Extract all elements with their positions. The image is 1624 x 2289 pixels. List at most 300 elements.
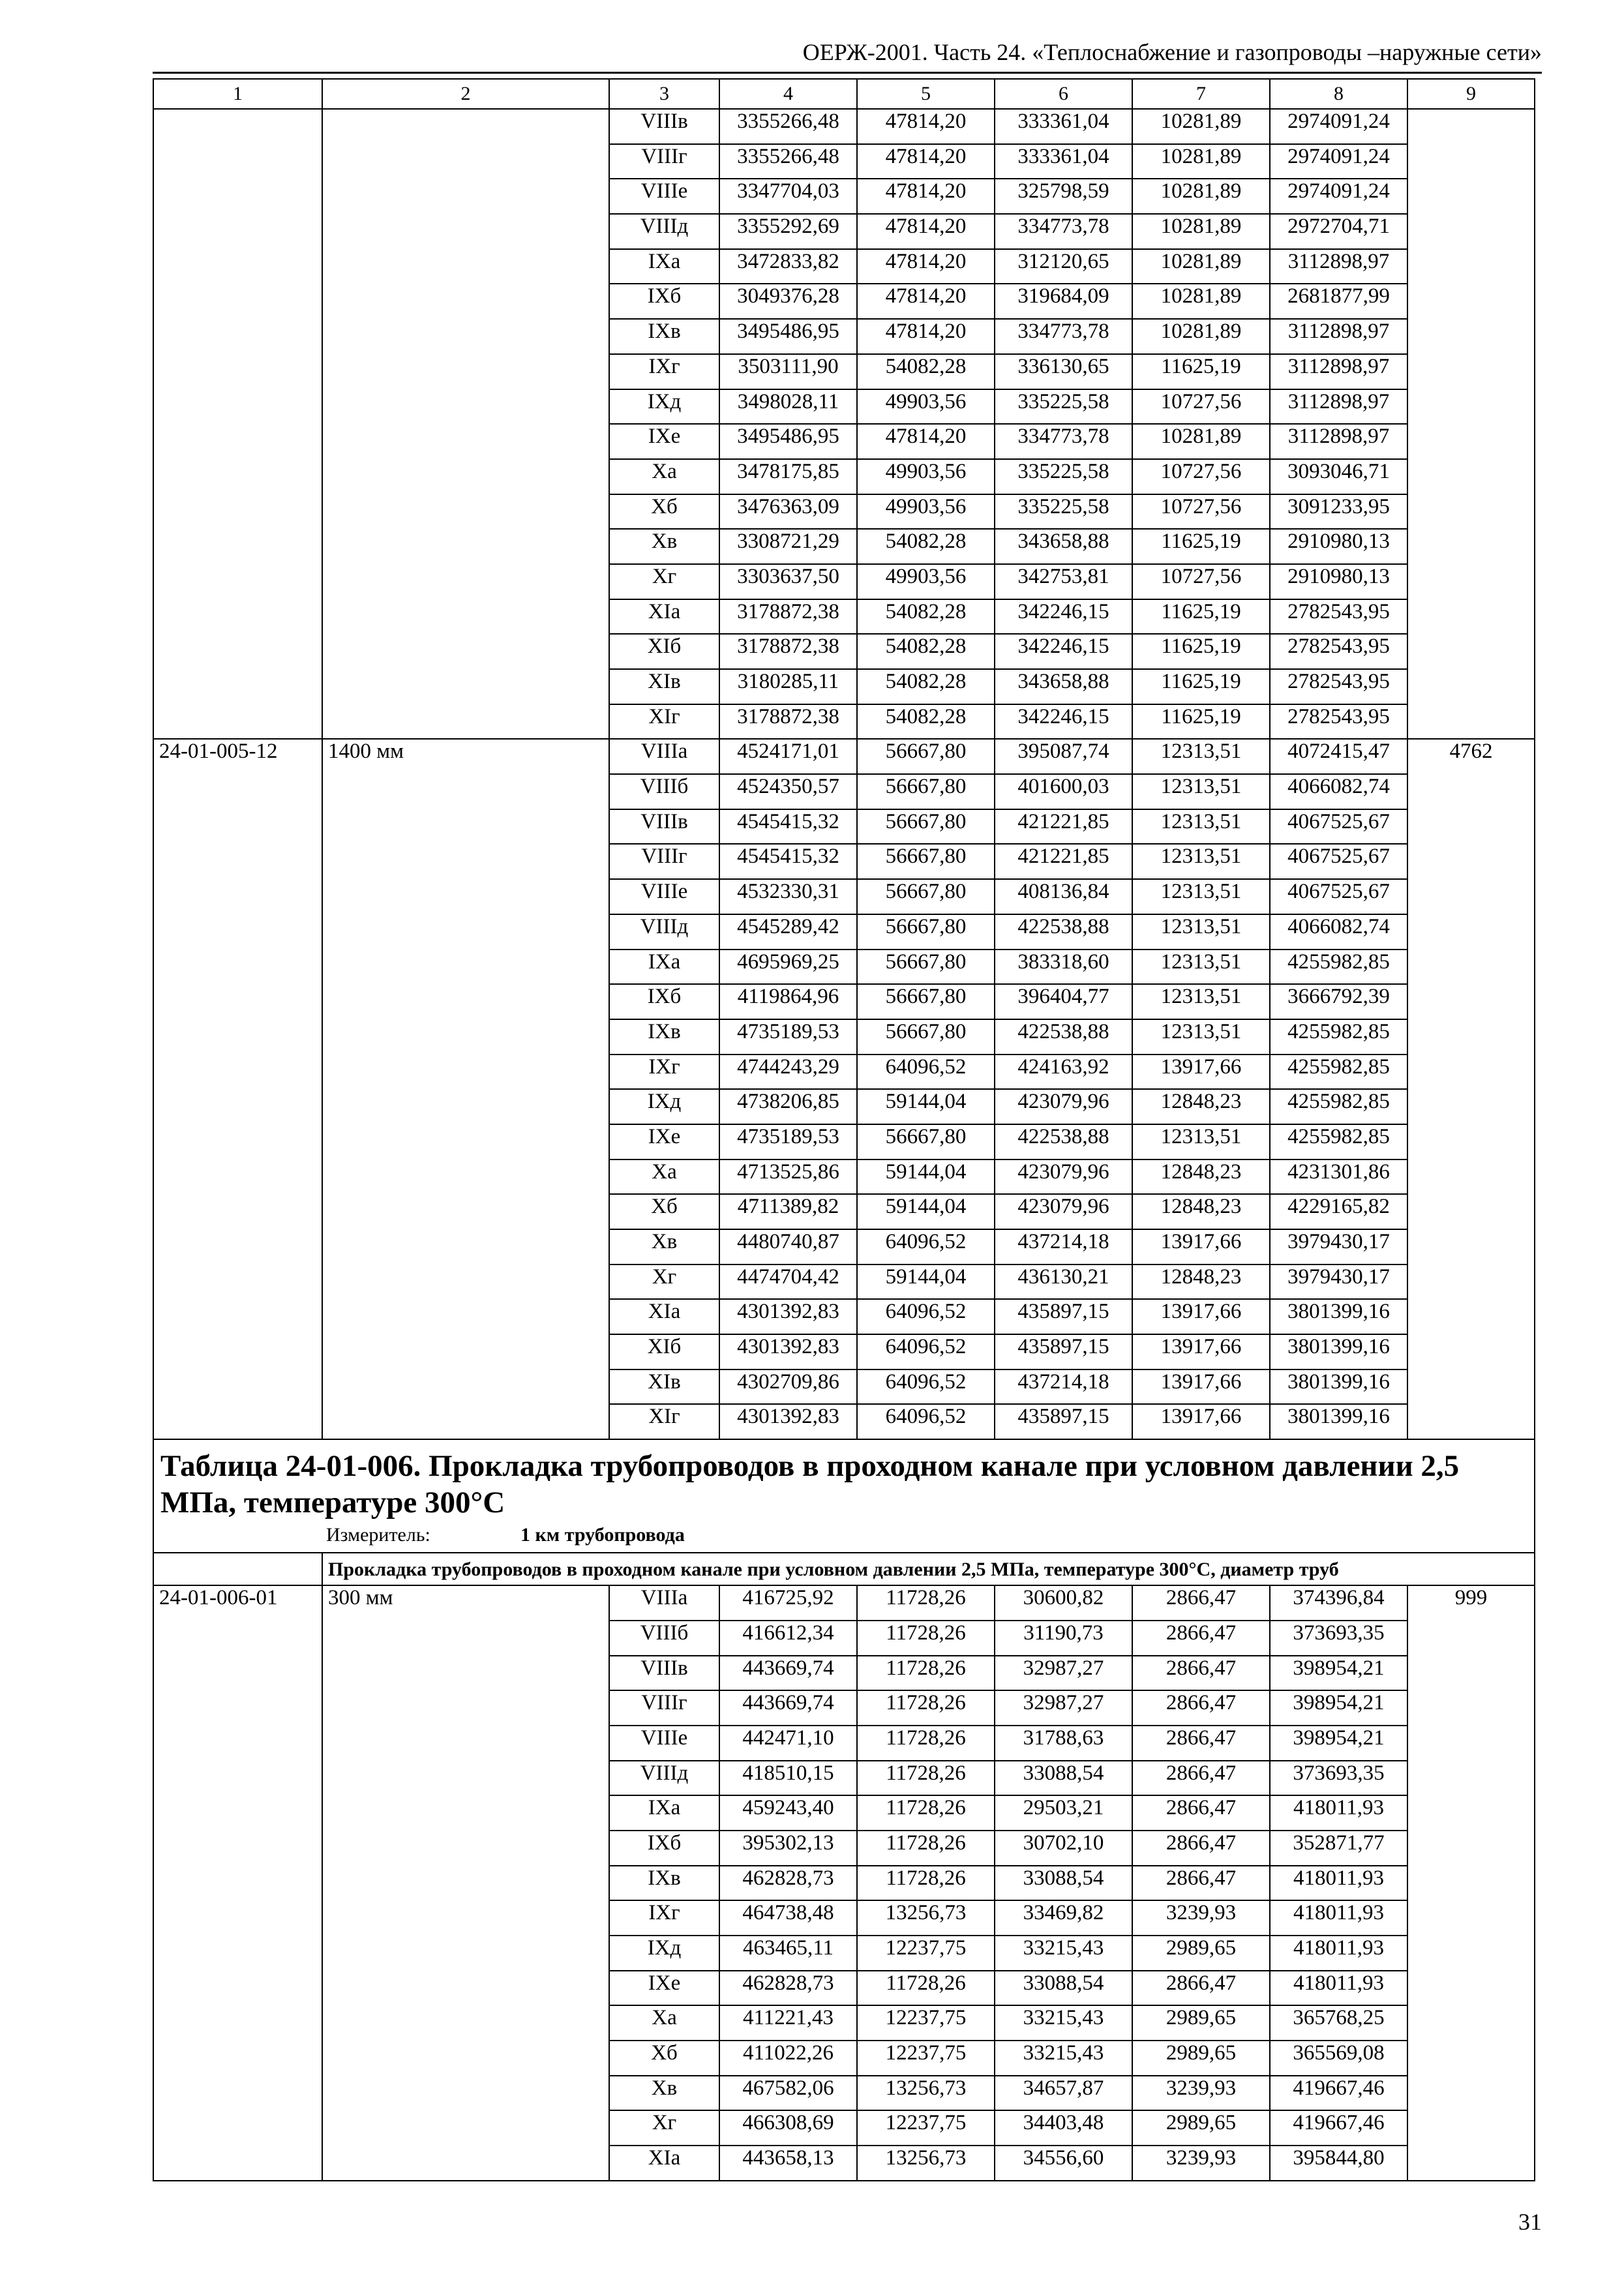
column-number-row <box>153 79 1535 109</box>
empty-cell <box>153 1726 322 1761</box>
materials-cost-cell: 373693,35 <box>1270 1621 1407 1656</box>
empty-cell <box>153 1089 322 1124</box>
empty-cell <box>1407 109 1535 144</box>
machine-cost-cell: 435897,15 <box>995 1404 1132 1439</box>
empty-cell <box>153 914 322 950</box>
zone-cell: VIIIе <box>609 179 719 214</box>
machinist-wage-cell: 12313,51 <box>1132 774 1270 809</box>
total-cost-cell: 443669,74 <box>719 1656 857 1691</box>
empty-cell <box>153 354 322 389</box>
machinist-wage-cell: 10281,89 <box>1132 179 1270 214</box>
rates-table-body <box>153 79 1535 2181</box>
materials-cost-cell: 398954,21 <box>1270 1690 1407 1726</box>
machinist-wage-cell: 10281,89 <box>1132 214 1270 249</box>
zone-cell: Xв <box>609 529 719 564</box>
total-cost-cell: 3180285,11 <box>719 669 857 704</box>
machine-cost-cell: 423079,96 <box>995 1159 1132 1195</box>
empty-cell <box>153 1299 322 1334</box>
empty-cell <box>153 599 322 635</box>
zone-cell: XIб <box>609 1334 719 1369</box>
labor-cost-cell: 59144,04 <box>857 1194 995 1229</box>
labor-cost-cell: 11728,26 <box>857 1761 995 1796</box>
zone-cell: IXв <box>609 1019 719 1055</box>
materials-cost-cell: 3112898,97 <box>1270 424 1407 459</box>
zone-cell: VIIIв <box>609 809 719 845</box>
total-cost-cell: 443658,13 <box>719 2146 857 2181</box>
zone-cell: Xб <box>609 1194 719 1229</box>
total-cost-cell: 3495486,95 <box>719 424 857 459</box>
empty-cell <box>1407 984 1535 1019</box>
machinist-wage-cell: 13917,66 <box>1132 1369 1270 1405</box>
zone-cell: XIа <box>609 599 719 635</box>
zone-cell: Xг <box>609 1264 719 1300</box>
total-cost-cell: 3495486,95 <box>719 319 857 354</box>
empty-cell <box>153 2041 322 2076</box>
table-row <box>153 284 1535 319</box>
machine-cost-cell: 34556,60 <box>995 2146 1132 2181</box>
empty-cell <box>153 1055 322 1090</box>
empty-cell <box>153 1621 322 1656</box>
total-cost-cell: 443669,74 <box>719 1690 857 1726</box>
empty-cell <box>322 1726 609 1761</box>
machine-cost-cell: 435897,15 <box>995 1299 1132 1334</box>
empty-cell <box>153 1124 322 1159</box>
empty-cell <box>1407 2110 1535 2146</box>
table-row <box>153 1585 1535 1621</box>
column-number: 2 <box>322 79 609 109</box>
labor-cost-cell: 56667,80 <box>857 914 995 950</box>
machinist-wage-cell: 2866,47 <box>1132 1690 1270 1726</box>
labor-cost-cell: 54082,28 <box>857 354 995 389</box>
table-row <box>153 1299 1535 1334</box>
table-row <box>153 1089 1535 1124</box>
empty-cell <box>322 1369 609 1405</box>
machinist-wage-cell: 13917,66 <box>1132 1334 1270 1369</box>
machinist-wage-cell: 2866,47 <box>1132 1761 1270 1796</box>
machine-cost-cell: 334773,78 <box>995 319 1132 354</box>
machine-cost-cell: 33215,43 <box>995 2041 1132 2076</box>
machine-cost-cell: 334773,78 <box>995 424 1132 459</box>
machine-cost-cell: 33088,54 <box>995 1971 1132 2006</box>
total-cost-cell: 395302,13 <box>719 1831 857 1866</box>
machinist-wage-cell: 10281,89 <box>1132 249 1270 284</box>
empty-cell <box>322 1761 609 1796</box>
machine-cost-cell: 437214,18 <box>995 1229 1132 1264</box>
labor-cost-cell: 49903,56 <box>857 459 995 494</box>
empty-cell <box>153 774 322 809</box>
empty-cell <box>153 389 322 425</box>
labor-cost-cell: 64096,52 <box>857 1404 995 1439</box>
table-row <box>153 109 1535 144</box>
materials-cost-cell: 4066082,74 <box>1270 774 1407 809</box>
empty-cell <box>1407 494 1535 530</box>
machine-cost-cell: 336130,65 <box>995 354 1132 389</box>
empty-cell <box>1407 1656 1535 1691</box>
machine-cost-cell: 29503,21 <box>995 1795 1132 1831</box>
materials-cost-cell: 4255982,85 <box>1270 1019 1407 1055</box>
empty-cell <box>322 2076 609 2111</box>
empty-cell <box>322 1264 609 1300</box>
table-row <box>153 1831 1535 1866</box>
empty-cell <box>1407 774 1535 809</box>
empty-cell <box>153 529 322 564</box>
total-cost-cell: 3355292,69 <box>719 214 857 249</box>
empty-cell <box>322 1795 609 1831</box>
table-row <box>153 1159 1535 1195</box>
table-row <box>153 1334 1535 1369</box>
table-title: Таблица 24-01-006. Прокладка трубопроводов в проходном канале при условном давлении 2,5 МПа, температуре 300°С <box>160 1449 1460 1520</box>
total-cost-cell: 463465,11 <box>719 1936 857 1971</box>
empty-cell <box>1407 1726 1535 1761</box>
materials-cost-cell: 3112898,97 <box>1270 354 1407 389</box>
labor-cost-cell: 56667,80 <box>857 984 995 1019</box>
table-row <box>153 1194 1535 1229</box>
total-cost-cell: 416612,34 <box>719 1621 857 1656</box>
total-cost-cell: 4532330,31 <box>719 879 857 914</box>
materials-cost-cell: 418011,93 <box>1270 1795 1407 1831</box>
machine-cost-cell: 33215,43 <box>995 2005 1132 2041</box>
table-row <box>153 389 1535 425</box>
materials-cost-cell: 352871,77 <box>1270 1831 1407 1866</box>
total-cost-cell: 3308721,29 <box>719 529 857 564</box>
labor-cost-cell: 13256,73 <box>857 2076 995 2111</box>
rate-name: 300 мм <box>322 1585 609 1621</box>
total-cost-cell: 466308,69 <box>719 2110 857 2146</box>
machine-cost-cell: 31190,73 <box>995 1621 1132 1656</box>
page-number: 31 <box>1518 2209 1542 2235</box>
empty-cell <box>322 1089 609 1124</box>
empty-cell <box>322 1159 609 1195</box>
table-row <box>153 2146 1535 2181</box>
empty-cell <box>153 1971 322 2006</box>
table-row <box>153 1124 1535 1159</box>
table-row <box>153 144 1535 179</box>
machinist-wage-cell: 13917,66 <box>1132 1404 1270 1439</box>
machinist-wage-cell: 13917,66 <box>1132 1229 1270 1264</box>
total-cost-cell: 462828,73 <box>719 1866 857 1901</box>
empty-cell <box>322 634 609 669</box>
empty-cell <box>322 459 609 494</box>
materials-cost-cell: 2974091,24 <box>1270 179 1407 214</box>
labor-cost-cell: 47814,20 <box>857 319 995 354</box>
empty-cell <box>322 179 609 214</box>
machine-cost-cell: 335225,58 <box>995 459 1132 494</box>
section-title: Прокладка трубопроводов в проходном канале при условном давлении 2,5 МПа, температуре 300°С, диаметр труб <box>322 1553 1535 1585</box>
zone-cell: XIг <box>609 704 719 740</box>
empty-cell <box>153 2146 322 2181</box>
column-number: 3 <box>609 79 719 109</box>
total-cost-cell: 459243,40 <box>719 1795 857 1831</box>
machine-cost-cell: 396404,77 <box>995 984 1132 1019</box>
empty-cell <box>322 1971 609 2006</box>
empty-cell <box>322 1690 609 1726</box>
materials-cost-cell: 4067525,67 <box>1270 844 1407 879</box>
table-row <box>153 879 1535 914</box>
empty-cell <box>1407 1264 1535 1300</box>
machine-cost-cell: 408136,84 <box>995 879 1132 914</box>
empty-cell <box>153 1866 322 1901</box>
empty-cell <box>322 109 609 144</box>
materials-cost-cell: 3112898,97 <box>1270 319 1407 354</box>
zone-cell: Xв <box>609 1229 719 1264</box>
labor-cost-cell: 59144,04 <box>857 1264 995 1300</box>
empty-cell <box>1407 214 1535 249</box>
machine-cost-cell: 33088,54 <box>995 1866 1132 1901</box>
materials-cost-cell: 3112898,97 <box>1270 249 1407 284</box>
table-row <box>153 1936 1535 1971</box>
empty-cell <box>153 1761 322 1796</box>
total-cost-cell: 3476363,09 <box>719 494 857 530</box>
materials-cost-cell: 4066082,74 <box>1270 914 1407 950</box>
table-row <box>153 1621 1535 1656</box>
empty-cell <box>322 950 609 985</box>
table-row <box>153 950 1535 985</box>
machine-cost-cell: 401600,03 <box>995 774 1132 809</box>
rates-table <box>153 78 1535 2181</box>
total-cost-cell: 3498028,11 <box>719 389 857 425</box>
total-cost-cell: 462828,73 <box>719 1971 857 2006</box>
machine-cost-cell: 30600,82 <box>995 1585 1132 1621</box>
empty-cell <box>1407 1369 1535 1405</box>
total-cost-cell: 4474704,42 <box>719 1264 857 1300</box>
empty-cell <box>322 1334 609 1369</box>
total-cost-cell: 4545415,32 <box>719 844 857 879</box>
labor-cost-cell: 59144,04 <box>857 1159 995 1195</box>
total-cost-cell: 4119864,96 <box>719 984 857 1019</box>
empty-cell <box>1407 284 1535 319</box>
labor-cost-cell: 56667,80 <box>857 950 995 985</box>
labor-cost-cell: 56667,80 <box>857 809 995 845</box>
materials-cost-cell: 4072415,47 <box>1270 739 1407 774</box>
zone-cell: VIIIд <box>609 1761 719 1796</box>
zone-cell: IXд <box>609 1936 719 1971</box>
machine-cost-cell: 33215,43 <box>995 1936 1132 1971</box>
empty-cell <box>153 179 322 214</box>
machine-cost-cell: 333361,04 <box>995 144 1132 179</box>
machine-cost-cell: 423079,96 <box>995 1089 1132 1124</box>
machinist-wage-cell: 11625,19 <box>1132 599 1270 635</box>
empty-cell <box>322 669 609 704</box>
total-cost-cell: 4735189,53 <box>719 1124 857 1159</box>
labor-cost-cell: 56667,80 <box>857 1124 995 1159</box>
empty-cell <box>1407 1089 1535 1124</box>
empty-cell <box>1407 1194 1535 1229</box>
empty-cell <box>1407 879 1535 914</box>
empty-cell <box>1407 634 1535 669</box>
empty-cell <box>153 1900 322 1936</box>
labor-cost-cell: 12237,75 <box>857 2005 995 2041</box>
machinist-wage-cell: 12848,23 <box>1132 1194 1270 1229</box>
total-cost-cell: 3178872,38 <box>719 634 857 669</box>
table-row <box>153 319 1535 354</box>
zone-cell: VIIIв <box>609 1656 719 1691</box>
machinist-wage-cell: 10727,56 <box>1132 564 1270 599</box>
empty-cell <box>1407 1831 1535 1866</box>
labor-cost-cell: 56667,80 <box>857 879 995 914</box>
machinist-wage-cell: 13917,66 <box>1132 1055 1270 1090</box>
table-title-row <box>153 1439 1535 1553</box>
zone-cell: IXг <box>609 1900 719 1936</box>
materials-cost-cell: 4255982,85 <box>1270 1089 1407 1124</box>
table-row <box>153 249 1535 284</box>
zone-cell: VIIIб <box>609 774 719 809</box>
labor-cost-cell: 11728,26 <box>857 1831 995 1866</box>
empty-cell <box>322 564 609 599</box>
materials-cost-cell: 398954,21 <box>1270 1656 1407 1691</box>
empty-cell <box>1407 669 1535 704</box>
machine-cost-cell: 422538,88 <box>995 1124 1132 1159</box>
zone-cell: IXе <box>609 1971 719 2006</box>
zone-cell: IXе <box>609 1124 719 1159</box>
machinist-wage-cell: 2989,65 <box>1132 2041 1270 2076</box>
machinist-wage-cell: 12313,51 <box>1132 950 1270 985</box>
empty-cell <box>322 284 609 319</box>
empty-cell <box>153 1019 322 1055</box>
zone-cell: XIв <box>609 669 719 704</box>
total-cost-cell: 4524171,01 <box>719 739 857 774</box>
machinist-wage-cell: 10727,56 <box>1132 389 1270 425</box>
total-cost-cell: 3503111,90 <box>719 354 857 389</box>
empty-cell <box>153 879 322 914</box>
machinist-wage-cell: 11625,19 <box>1132 354 1270 389</box>
machinist-wage-cell: 10281,89 <box>1132 109 1270 144</box>
machine-cost-cell: 343658,88 <box>995 669 1132 704</box>
total-cost-cell: 3478175,85 <box>719 459 857 494</box>
empty-cell <box>322 1055 609 1090</box>
empty-cell <box>153 1656 322 1691</box>
empty-cell <box>1407 1971 1535 2006</box>
labor-cost-cell: 56667,80 <box>857 739 995 774</box>
empty-cell <box>1407 1229 1535 1264</box>
machine-cost-cell: 312120,65 <box>995 249 1132 284</box>
empty-cell <box>1407 1299 1535 1334</box>
price-cell: 999 <box>1407 1585 1535 1621</box>
machine-cost-cell: 342246,15 <box>995 634 1132 669</box>
empty-cell <box>322 914 609 950</box>
empty-cell <box>153 1369 322 1405</box>
materials-cost-cell: 418011,93 <box>1270 1936 1407 1971</box>
machine-cost-cell: 342246,15 <box>995 599 1132 635</box>
machine-cost-cell: 33469,82 <box>995 1900 1132 1936</box>
table-row <box>153 1900 1535 1936</box>
total-cost-cell: 416725,92 <box>719 1585 857 1621</box>
machinist-wage-cell: 10281,89 <box>1132 144 1270 179</box>
labor-cost-cell: 47814,20 <box>857 424 995 459</box>
empty-cell <box>322 1229 609 1264</box>
empty-cell <box>153 2005 322 2041</box>
table-row <box>153 634 1535 669</box>
machinist-wage-cell: 10727,56 <box>1132 494 1270 530</box>
empty-cell <box>1407 950 1535 985</box>
machinist-wage-cell: 12313,51 <box>1132 809 1270 845</box>
empty-cell <box>153 2076 322 2111</box>
materials-cost-cell: 3112898,97 <box>1270 389 1407 425</box>
empty-cell <box>322 389 609 425</box>
column-number: 7 <box>1132 79 1270 109</box>
total-cost-cell: 3347704,03 <box>719 179 857 214</box>
machinist-wage-cell: 3239,93 <box>1132 1900 1270 1936</box>
table-row <box>153 984 1535 1019</box>
labor-cost-cell: 11728,26 <box>857 1795 995 1831</box>
empty-cell <box>153 284 322 319</box>
empty-cell <box>322 2110 609 2146</box>
empty-cell <box>1407 1124 1535 1159</box>
machinist-wage-cell: 12313,51 <box>1132 844 1270 879</box>
machine-cost-cell: 335225,58 <box>995 389 1132 425</box>
zone-cell: Xа <box>609 2005 719 2041</box>
labor-cost-cell: 12237,75 <box>857 2041 995 2076</box>
materials-cost-cell: 4067525,67 <box>1270 879 1407 914</box>
machine-cost-cell: 435897,15 <box>995 1334 1132 1369</box>
empty-cell <box>1407 844 1535 879</box>
measure-line <box>160 1521 1527 1549</box>
labor-cost-cell: 64096,52 <box>857 1229 995 1264</box>
empty-cell <box>1407 2005 1535 2041</box>
machinist-wage-cell: 11625,19 <box>1132 634 1270 669</box>
column-number: 5 <box>857 79 995 109</box>
table-row <box>153 1726 1535 1761</box>
empty-cell <box>1407 704 1535 740</box>
zone-cell: Xг <box>609 564 719 599</box>
rate-name: 1400 мм <box>322 739 609 774</box>
machinist-wage-cell: 2866,47 <box>1132 1585 1270 1621</box>
table-row <box>153 354 1535 389</box>
labor-cost-cell: 11728,26 <box>857 1866 995 1901</box>
empty-cell <box>1407 529 1535 564</box>
total-cost-cell: 4545289,42 <box>719 914 857 950</box>
zone-cell: VIIIв <box>609 109 719 144</box>
machine-cost-cell: 334773,78 <box>995 214 1132 249</box>
materials-cost-cell: 4231301,86 <box>1270 1159 1407 1195</box>
page-header-title: ОЕРЖ-2001. Часть 24. «Теплоснабжение и газопроводы –наружные сети» <box>802 39 1542 65</box>
labor-cost-cell: 11728,26 <box>857 1621 995 1656</box>
materials-cost-cell: 2782543,95 <box>1270 599 1407 635</box>
machine-cost-cell: 319684,09 <box>995 284 1132 319</box>
section-row <box>153 1553 1535 1585</box>
zone-cell: VIIIе <box>609 879 719 914</box>
empty-cell <box>322 354 609 389</box>
labor-cost-cell: 56667,80 <box>857 844 995 879</box>
column-number: 4 <box>719 79 857 109</box>
labor-cost-cell: 54082,28 <box>857 669 995 704</box>
zone-cell: XIб <box>609 634 719 669</box>
measure-label: Измеритель: <box>326 1524 430 1546</box>
table-row <box>153 1019 1535 1055</box>
total-cost-cell: 4302709,86 <box>719 1369 857 1405</box>
machinist-wage-cell: 12313,51 <box>1132 739 1270 774</box>
labor-cost-cell: 12237,75 <box>857 1936 995 1971</box>
empty-cell <box>322 1404 609 1439</box>
zone-cell: Xв <box>609 2076 719 2111</box>
total-cost-cell: 411022,26 <box>719 2041 857 2076</box>
machine-cost-cell: 30702,10 <box>995 1831 1132 1866</box>
empty-cell <box>153 704 322 740</box>
labor-cost-cell: 54082,28 <box>857 599 995 635</box>
zone-cell: IXд <box>609 389 719 425</box>
total-cost-cell: 4695969,25 <box>719 950 857 985</box>
machine-cost-cell: 34657,87 <box>995 2076 1132 2111</box>
zone-cell: VIIIг <box>609 844 719 879</box>
zone-cell: IXа <box>609 249 719 284</box>
machinist-wage-cell: 2866,47 <box>1132 1831 1270 1866</box>
empty-cell <box>1407 319 1535 354</box>
machinist-wage-cell: 11625,19 <box>1132 669 1270 704</box>
total-cost-cell: 411221,43 <box>719 2005 857 2041</box>
empty-cell <box>322 1621 609 1656</box>
materials-cost-cell: 2974091,24 <box>1270 109 1407 144</box>
table-row <box>153 2076 1535 2111</box>
machine-cost-cell: 33088,54 <box>995 1761 1132 1796</box>
